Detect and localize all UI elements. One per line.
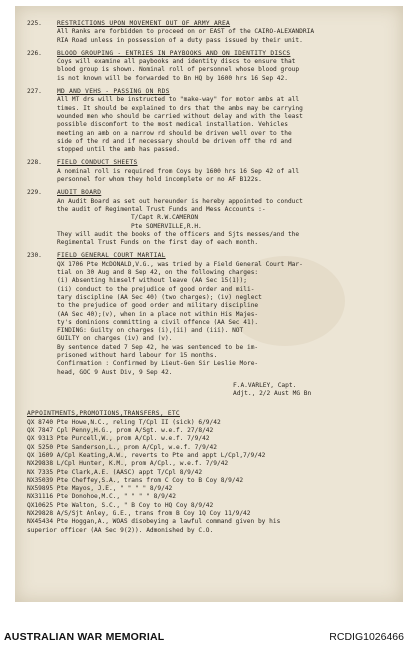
text-line: FINDING: Guilty on charges (i),(ii) and (iii). NOT [57, 327, 244, 335]
text-line: Coys will examine all paybooks and identity discs to ensure that [57, 58, 296, 66]
text-line: By sentence dated 7 Sep 42, he was sentenced to be im- [57, 343, 259, 351]
appointment-entry: QX 1609 A/Cpl Keating,A.W., reverts to Pte and appt L/Cpl,7/9/42 [27, 451, 266, 459]
text-line: They will audit the books of the officers and Sjts messes/and the [57, 230, 300, 238]
paragraph-heading: MD AND VEHS - PASSING ON RDS [57, 88, 170, 96]
paragraph-heading: FIELD CONDUCT SHEETS [57, 159, 138, 167]
appointment-entry: QX 5250 Pte Sanderson,L., prom A/Cpl, w.e.f. 7/9/42 [27, 443, 217, 451]
text-line: the audit of Regimental Trust Funds and Mess Accounts :- [57, 205, 266, 213]
paragraph-heading-row [27, 189, 395, 197]
text-line: (i) Absenting himself without leave (AA Sec 15(1)); [57, 277, 247, 285]
order-paragraph [27, 20, 395, 45]
text-line: meeting an amb on a narrow rd should be driven well over to the [57, 129, 292, 137]
paragraph-heading-row [27, 20, 395, 28]
appointment-entry: NX29828 A/S/Sjt Anley, G.E., trans from B Coy 1Q Coy 11/9/42 [27, 510, 251, 518]
text-line: ty's dominions committing a civil offence (AA Sec 41). [57, 318, 259, 326]
paragraph-heading: FIELD GENERAL COURT MARTIAL [57, 252, 166, 260]
appointment-entry: NX59895 Pte Mayos, J.E., " " " " 8/9/42 [27, 485, 173, 493]
text-line: GUILTY on charges (iv) and (v). [57, 335, 173, 343]
paragraph-number: 229. [27, 189, 42, 197]
signature-title: Adjt., 2/2 Aust MG Bn [233, 390, 312, 398]
text-line: A nominal roll is required from Coys by 1600 hrs 16 Sep 42 of all [57, 167, 300, 175]
board-member: T/Capt R.W.CAMERON [131, 214, 199, 222]
text-line: An Audit Board as set out hereunder is hereby appointed to conduct [57, 197, 303, 205]
document-sheet [15, 6, 403, 602]
paragraph-number: 227. [27, 88, 42, 96]
board-members [57, 214, 395, 231]
text-line: Regimental Trust Funds on the first day of each month. [57, 239, 259, 247]
text-line: head, GOC 9 Aust Div, 9 Sep 42. [57, 368, 173, 376]
text-line: prisoned without hard labour for 15 months. [57, 351, 218, 359]
archive-name: AUSTRALIAN WAR MEMORIAL [4, 631, 165, 643]
archive-reference: RCDIG1026466 [329, 631, 404, 643]
text-line: possible discomfort to the most medical installation. Vehicles [57, 121, 288, 129]
text-line: stopped until the amb has passed. [57, 146, 180, 154]
signature-block [27, 382, 395, 399]
text-line: RIA Road unless in possession of a duty pass issued by their unit. [57, 36, 303, 44]
appointment-entry: NX35039 Pte Cheffey,S.A., trans from C Coy to B Coy 8/9/42 [27, 476, 244, 484]
paragraph-heading: RESTRICTIONS UPON MOVEMENT OUT OF ARMY AREA [57, 20, 231, 27]
paragraph-heading: BLOOD GROUPING - ENTRIES IN PAYBOOKS AND ON IDENTITY DISCS [57, 49, 291, 57]
paragraph-body [27, 28, 395, 45]
appointment-entry: QX 9313 Pte Purcell,W., prom A/Cpl. w.e.f. 7/9/42 [27, 435, 210, 443]
appointment-entry: NX45434 Pte Hoggan,A., WOAS disobeying a lawful command given by his [27, 518, 281, 526]
text-line: personnel for whom they hold incomplete or no AF B122s. [57, 176, 262, 184]
appointment-entry: NX 7335 Pte Clark,A.E. (AASC) appt T/Cpl 8/9/42 [27, 468, 203, 476]
paragraph-body [27, 261, 395, 377]
text-line: to the prejudice of good order and military discipline [57, 302, 259, 310]
archive-footer [0, 610, 410, 653]
appointment-entry: superior officer (AA Sec 9(2)). Admonished by C.O. [27, 526, 214, 534]
routine-orders-text [27, 20, 395, 535]
appointments-heading: APPOINTMENTS,PROMOTIONS,TRANSFERS, ETC [27, 410, 180, 418]
text-line: wounded men who should be carried without delay and with the least [57, 112, 303, 120]
text-line: (AA Sec 40);(v), when in a place not within His Majes- [57, 310, 259, 318]
order-paragraph [27, 252, 395, 376]
text-line: is not known will be forwarded to Bn HQ by 1600 hrs 16 Sep 42. [57, 74, 288, 82]
paragraph-heading-row [27, 252, 395, 260]
order-paragraph [27, 88, 395, 154]
text-line: (ii) conduct to the prejudice of good order and mili- [57, 285, 255, 293]
text-line: tial on 30 Aug and 8 Sep 42, on the following charges: [57, 269, 259, 277]
paragraph-body [27, 96, 395, 154]
appointment-entry: QX 7847 Cpl Penny,H.G., prom A/Sgt. w.e.f. 27/8/42 [27, 427, 214, 435]
text-line: QX 1706 Pte McDONALD,V.G., was tried by a Field General Court Mar- [57, 260, 303, 268]
appointment-entry: QX 8740 Pte Howe,N.C., reling T/Cpl II (sick) 6/9/42 [27, 418, 221, 426]
paragraph-number: 225. [27, 20, 42, 27]
paragraph-heading: AUDIT BOARD [57, 189, 102, 197]
text-line: All Ranks are forbidden to proceed on or EAST of the CAIRO-ALEXANDRIA [57, 28, 315, 36]
paragraph-body [27, 198, 395, 248]
paragraph-heading-row [27, 88, 395, 96]
order-paragraph [27, 50, 395, 83]
signature-name: F.A.VARLEY, Capt. [233, 381, 297, 389]
paragraph-body [27, 58, 395, 83]
text-line: All MT drs will be instructed to "make-way" for motor ambs at all [57, 96, 300, 104]
paragraph-number: 226. [27, 49, 42, 57]
text-line: blood group is shown. Nominal roll of personnel whose blood group [57, 66, 300, 74]
paragraph-number: 230. [27, 252, 42, 260]
text-line: side of the rd and if necessary should be driven off the rd and [57, 137, 292, 145]
paragraph-heading-row [27, 50, 395, 58]
paragraph-heading-row [27, 159, 395, 167]
paragraph-body [27, 168, 395, 185]
appointment-entry: QX10625 Pte Walton, S.C., " B Coy to HQ Coy 8/9/42 [27, 501, 214, 509]
board-member: Pte SOMERVILLE,R.H. [131, 222, 202, 230]
appointment-entry: NX31116 Pte Donohoe,M.C., " " " " 8/9/42 [27, 493, 177, 501]
text-line: Confirmation : Confirmed by Lieut-Gen Sir Leslie More- [57, 360, 259, 368]
order-paragraph [27, 159, 395, 184]
text-line: times. It should be explained to drs that the ambs may be carrying [57, 104, 303, 112]
paragraph-number: 228. [27, 159, 42, 167]
appointment-entry: NX29838 L/Cpl Hunter, K.M., prom A/Cpl., w.e.f. 7/9/42 [27, 460, 229, 468]
text-line: tary discipline (AA Sec 40) (two charges); (iv) neglect [57, 293, 262, 301]
order-paragraph [27, 189, 395, 247]
